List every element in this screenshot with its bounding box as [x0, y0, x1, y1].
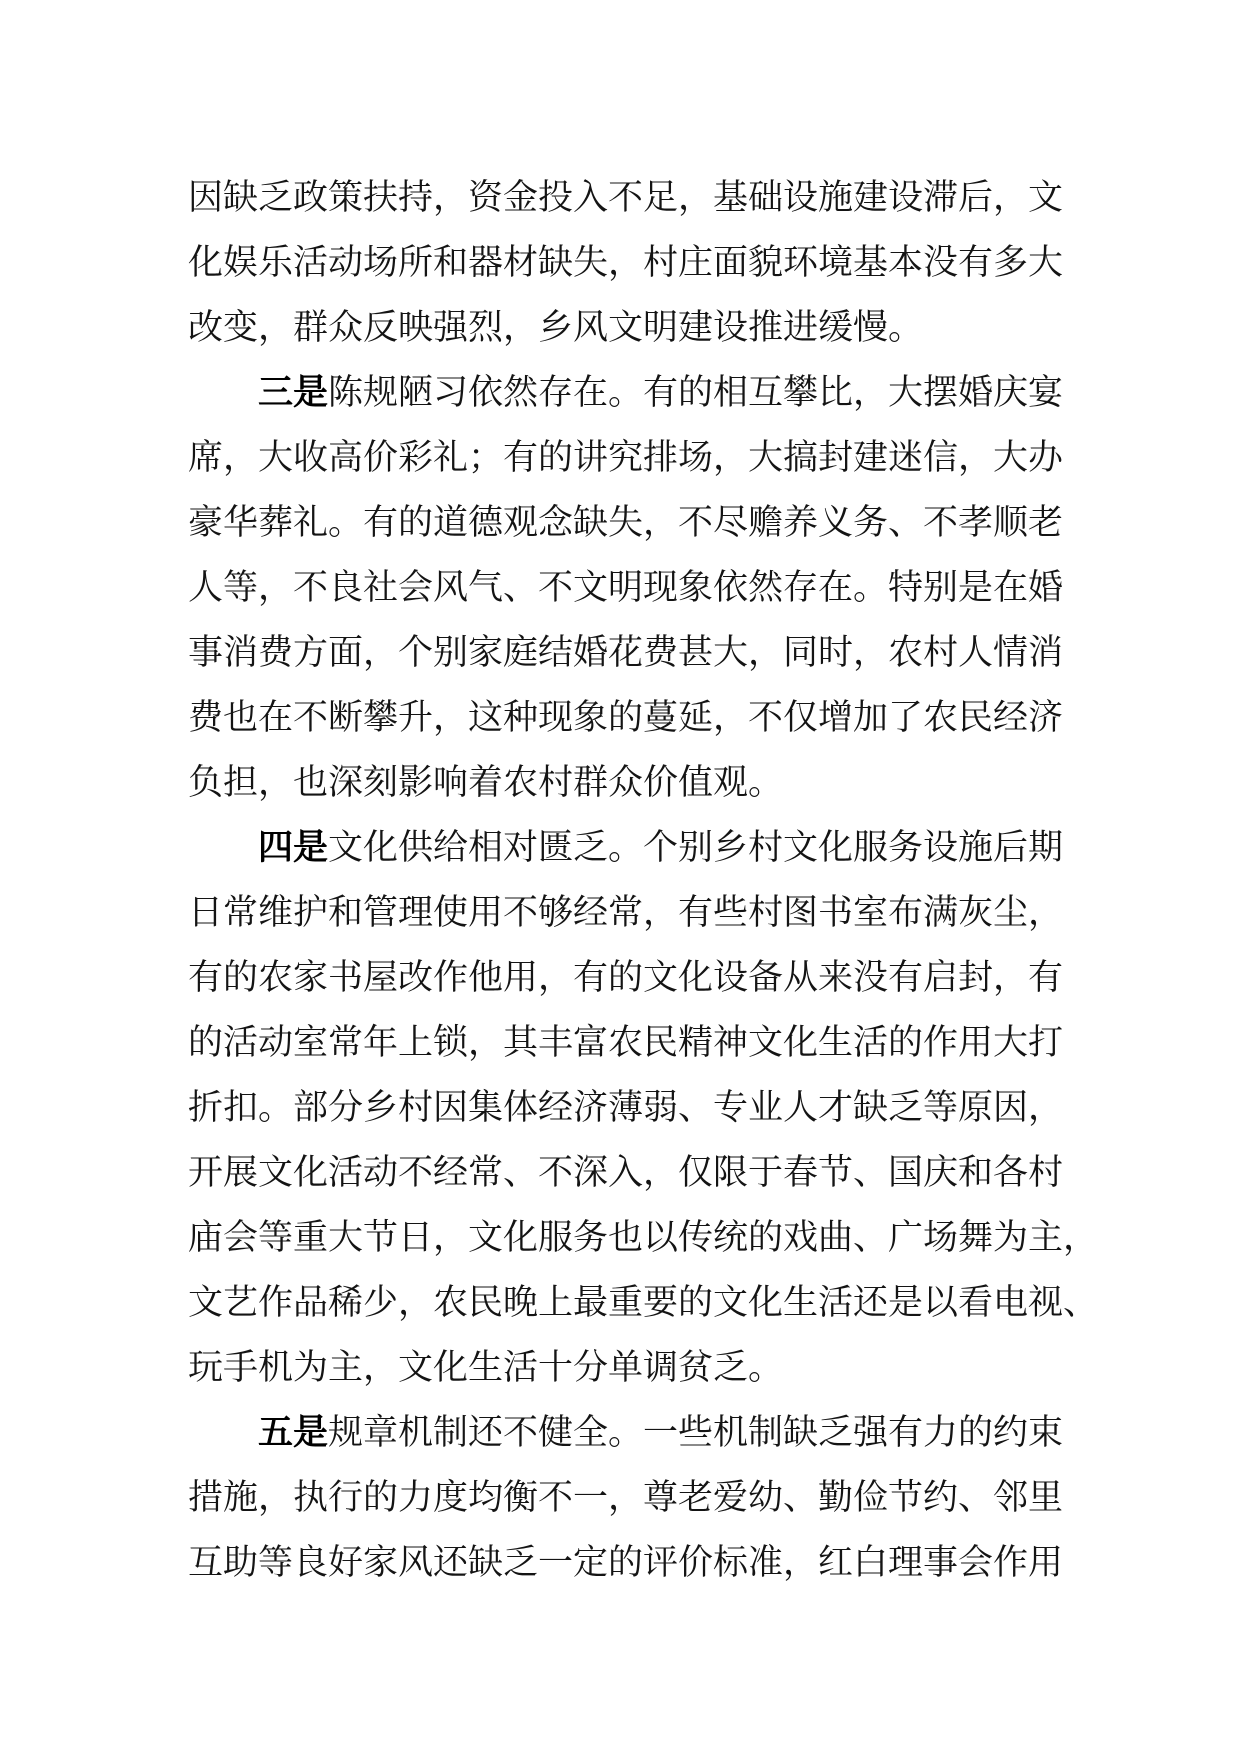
paragraph-start-line: [188, 1401, 1088, 1466]
line-text: 费也在不断攀升，这种现象的蔓延，不仅增加了农民经济: [188, 698, 1064, 738]
line-text: 日常维护和管理使用不够经常，有些村图书室布满灰尘，: [188, 893, 1064, 933]
text-line: [188, 1076, 1088, 1141]
text-line: [188, 296, 1088, 361]
text-line: [188, 686, 1088, 751]
text-line: [188, 751, 1088, 816]
line-text: 开展文化活动不经常、不深入，仅限于春节、国庆和各村: [188, 1153, 1064, 1193]
paragraph-lead-si: 四是: [258, 828, 329, 868]
text-line: [188, 231, 1088, 296]
text-line: [188, 881, 1088, 946]
line-text: 折扣。部分乡村因集体经济薄弱、专业人才缺乏等原因，: [188, 1088, 1064, 1128]
text-line: [188, 1141, 1088, 1206]
text-line: [188, 166, 1088, 231]
paragraph-start-line: [188, 816, 1088, 881]
text-line: [188, 946, 1088, 1011]
text-line: [188, 1336, 1088, 1401]
paragraph-lead-wu: 五是: [258, 1413, 329, 1453]
text-line: [188, 1531, 1088, 1596]
line-text: 人等，不良社会风气、不文明现象依然存在。特别是在婚: [188, 568, 1064, 608]
line-text: 因缺乏政策扶持，资金投入不足，基础设施建设滞后，文: [188, 178, 1064, 218]
paragraph-start-line: [188, 361, 1088, 426]
document-body: [188, 166, 1099, 1596]
line-text: 负担，也深刻影响着农村群众价值观。: [188, 763, 784, 803]
line-text: 文化供给相对匮乏。个别乡村文化服务设施后期: [328, 828, 1064, 868]
line-text: 庙会等重大节日，文化服务也以传统的戏曲、广场舞为主，: [188, 1218, 1099, 1258]
line-text: 有的农家书屋改作他用，有的文化设备从来没有启封，有: [188, 958, 1064, 998]
text-line: [188, 556, 1088, 621]
text-line: [188, 491, 1088, 556]
line-text: 陈规陋习依然存在。有的相互攀比，大摆婚庆宴: [328, 373, 1064, 413]
line-text: 的活动室常年上锁，其丰富农民精神文化生活的作用大打: [188, 1023, 1064, 1063]
line-text: 豪华葬礼。有的道德观念缺失，不尽赡养义务、不孝顺老: [188, 503, 1064, 543]
text-line: [188, 426, 1088, 491]
paragraph-lead-san: 三是: [258, 373, 329, 413]
line-text: 玩手机为主，文化生活十分单调贫乏。: [188, 1348, 784, 1388]
text-line: [188, 1271, 1099, 1336]
line-text: 事消费方面，个别家庭结婚花费甚大，同时，农村人情消: [188, 633, 1064, 673]
text-line: [188, 1466, 1088, 1531]
text-line: [188, 621, 1088, 686]
text-line: [188, 1011, 1088, 1076]
line-text: 文艺作品稀少，农民晚上最重要的文化生活还是以看电视、: [188, 1283, 1099, 1323]
line-text: 改变，群众反映强烈，乡风文明建设推进缓慢。: [188, 308, 924, 348]
line-text: 化娱乐活动场所和器材缺失，村庄面貌环境基本没有多大: [188, 243, 1064, 283]
line-text: 席，大收高价彩礼；有的讲究排场，大搞封建迷信，大办: [188, 438, 1064, 478]
text-line: [188, 1206, 1099, 1271]
line-text: 互助等良好家风还缺乏一定的评价标准，红白理事会作用: [188, 1543, 1064, 1583]
line-text: 规章机制还不健全。一些机制缺乏强有力的约束: [328, 1413, 1064, 1453]
line-text: 措施，执行的力度均衡不一，尊老爱幼、勤俭节约、邻里: [188, 1478, 1064, 1518]
